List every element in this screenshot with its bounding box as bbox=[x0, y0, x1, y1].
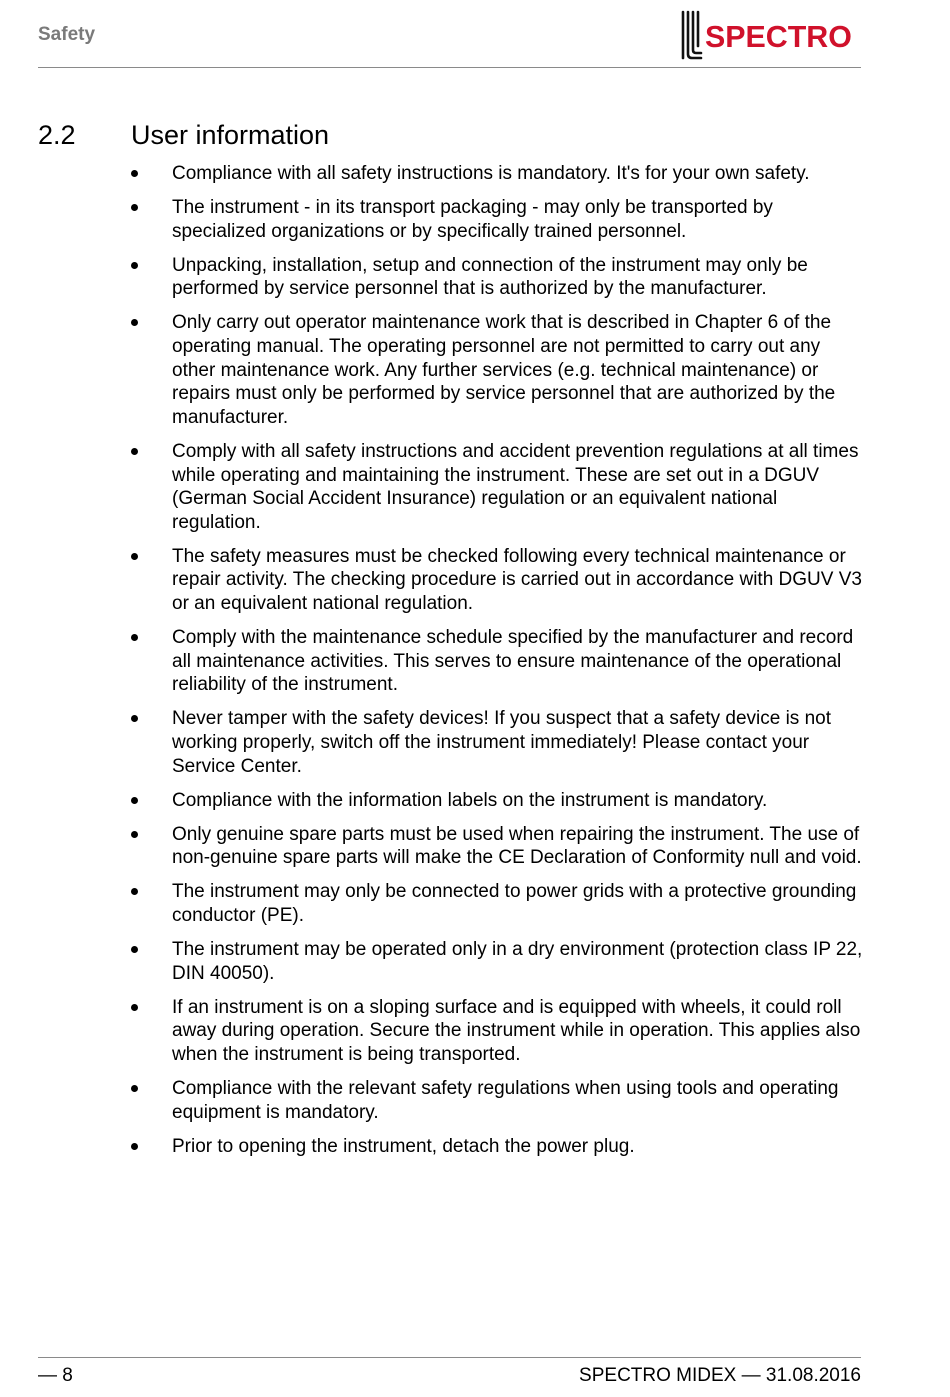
list-item bbox=[131, 789, 863, 813]
list-item-text: Only carry out operator maintenance work that is described in Chapter 6 of the operating manual. The operating personnel are not permitted to carry out any other maintenance work. Any further services (e.g. technical maintenance) or repairs must only be performed by service personnel that are authorized by the manufacturer. bbox=[172, 312, 836, 428]
bullet-icon bbox=[131, 715, 138, 722]
list-item bbox=[131, 254, 863, 301]
list-item bbox=[131, 1077, 863, 1124]
list-item bbox=[131, 162, 863, 186]
list-item bbox=[131, 545, 863, 616]
section-number: 2.2 bbox=[38, 120, 76, 150]
bullet-icon bbox=[131, 1085, 138, 1092]
bullet-icon bbox=[131, 170, 138, 177]
list-item bbox=[131, 626, 863, 697]
list-item bbox=[131, 996, 863, 1067]
bullet-icon bbox=[131, 1143, 138, 1150]
list-item-text: The instrument may only be connected to power grids with a protective grounding conductor (PE). bbox=[172, 881, 857, 927]
bullet-icon bbox=[131, 831, 138, 838]
list-item-text: The safety measures must be checked following every technical maintenance or repair activity. The checking procedure is carried out in accordance with DGUV V3 or an equivalent national regulation. bbox=[172, 545, 862, 614]
list-item-text: The instrument - in its transport packaging - may only be transported by specialized organizations or by specifically trained personnel. bbox=[172, 197, 773, 242]
list-item bbox=[131, 311, 863, 429]
list-item-text: Compliance with the information labels on the instrument is mandatory. bbox=[172, 789, 768, 811]
spectro-logo bbox=[679, 8, 855, 64]
list-item-text: Comply with all safety instructions and accident prevention regulations at all times while operating and maintaining the instrument. These are set out in a DGUV (German Social Accident Insurance) regulation or an equivalent national regulation. bbox=[172, 440, 859, 533]
bullet-icon bbox=[131, 797, 138, 804]
bullet-icon bbox=[131, 204, 138, 211]
bullet-icon bbox=[131, 1004, 138, 1011]
bullet-icon bbox=[131, 319, 138, 326]
bullet-icon bbox=[131, 634, 138, 641]
spectro-logo-icon bbox=[679, 10, 703, 62]
bullet-icon bbox=[131, 553, 138, 560]
list-item-text: Never tamper with the safety devices! If you suspect that a safety device is not working properly, switch off the instrument immediately! Please contact your Service Center. bbox=[172, 708, 831, 777]
list-item bbox=[131, 1135, 863, 1159]
list-item-text: Compliance with the relevant safety regulations when using tools and operating equipment is mandatory. bbox=[172, 1078, 839, 1123]
bullet-list bbox=[131, 162, 863, 1169]
list-item-text: Compliance with all safety instructions is mandatory. It's for your own safety. bbox=[172, 163, 810, 184]
footer-rule bbox=[38, 1357, 861, 1358]
list-item-text: Comply with the maintenance schedule specified by the manufacturer and record all maintenance activities. This serves to ensure maintenance of the operational reliability of the instrument. bbox=[172, 627, 854, 696]
list-item bbox=[131, 938, 863, 985]
list-item-text: If an instrument is on a sloping surface and is equipped with wheels, it could roll away during operation. Secure the instrument while in operation. This applies also when the instrument is being transported. bbox=[172, 996, 861, 1065]
list-item-text: Only genuine spare parts must be used when repairing the instrument. The use of non-genuine spare parts will make the CE Declaration of Conformity null and void. bbox=[172, 823, 862, 869]
logo-text: SPECTRO bbox=[705, 18, 852, 54]
bullet-icon bbox=[131, 946, 138, 953]
page-number: — 8 bbox=[38, 1365, 73, 1386]
list-item bbox=[131, 880, 863, 927]
bullet-icon bbox=[131, 448, 138, 455]
list-item bbox=[131, 823, 863, 870]
list-item-text: Unpacking, installation, setup and connection of the instrument may only be performed by service personnel that is authorized by the manufacturer. bbox=[172, 254, 808, 300]
list-item bbox=[131, 196, 863, 243]
header-rule bbox=[38, 67, 861, 68]
document-info: SPECTRO MIDEX — 31.08.2016 bbox=[579, 1365, 861, 1386]
bullet-icon bbox=[131, 262, 138, 269]
bullet-icon bbox=[131, 888, 138, 895]
header-section-label: Safety bbox=[38, 24, 96, 45]
section-title: User information bbox=[131, 120, 330, 150]
list-item-text: Prior to opening the instrument, detach the power plug. bbox=[172, 1135, 635, 1157]
list-item bbox=[131, 707, 863, 778]
list-item bbox=[131, 440, 863, 534]
list-item-text: The instrument may be operated only in a dry environment (protection class IP 22, DIN 40050). bbox=[172, 939, 863, 984]
